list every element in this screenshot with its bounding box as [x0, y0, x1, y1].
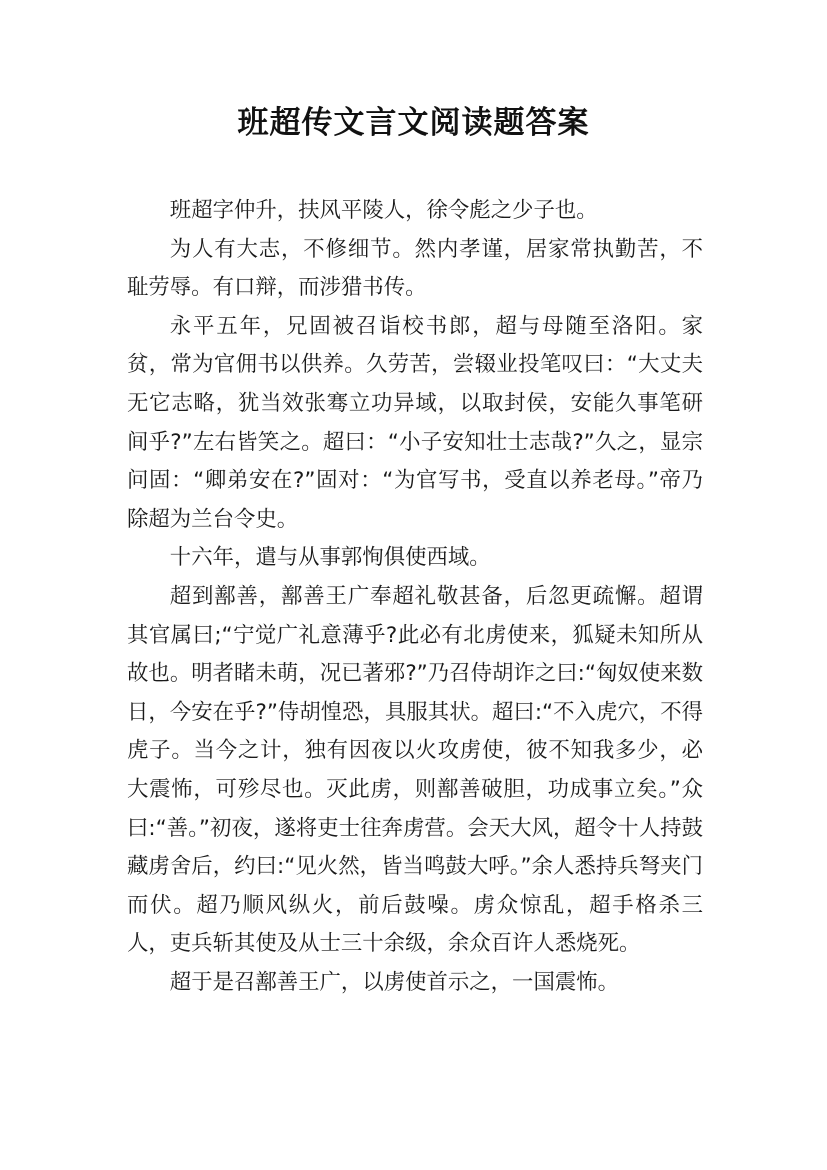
- paragraph: 超到鄯善，鄯善王广奉超礼敬甚备，后忽更疏懈。超谓其官属曰;“宁觉广礼意薄乎?此必有北虏使来，狐疑未知所从故也。明者睹未萌，况已著邪?”乃召侍胡诈之曰:“匈奴使来数日，今安在乎?”侍胡惶恐，具服其状。超曰:“不入虎穴，不得虎子。当今之计，独有因夜以火攻虏使，彼不知我多少，必大震怖，可殄尽也。灭此虏，则鄯善破胆，功成事立矣。”众曰:“善。”初夜，遂将吏士往奔虏营。会天大风，超令十人持鼓藏虏舍后，约曰:“见火然，皆当鸣鼓大呼。”余人悉持兵弩夹门而伏。超乃顺风纵火，前后鼓噪。虏众惊乱，超手格杀三人，吏兵斩其使及从士三十余级，余众百许人悉烧死。: [127, 583, 703, 957]
- paragraph: 超于是召鄯善王广，以虏使首示之，一国震怖。: [169, 969, 620, 995]
- document-title: 班超传文言文阅读题答案: [237, 105, 590, 141]
- document-body: [127, 192, 703, 1002]
- paragraph: 为人有大志，不修细节。然内孝谨，居家常执勤苦，不耻劳辱。有口辩，而涉猎书传。: [127, 236, 703, 301]
- paragraph: 永平五年，兄固被召诣校书郎，超与母随至洛阳。家贫，常为官佣书以供养。久劳苦，尝辍业投笔叹曰：“大丈夫无它志略，犹当效张骞立功异域，以取封侯，安能久事笔研间乎?”左右皆笑之。超曰：“小子安知壮士志哉?”久之，显宗问固：“卿弟安在?”固对：“为官写书，受直以养老母。”帝乃除超为兰台令史。: [127, 313, 703, 532]
- paragraph: 班超字仲升，扶风平陵人，徐令彪之少子也。: [169, 198, 598, 223]
- paragraph: 十六年，遣与从事郭恂俱使西域。: [169, 545, 491, 571]
